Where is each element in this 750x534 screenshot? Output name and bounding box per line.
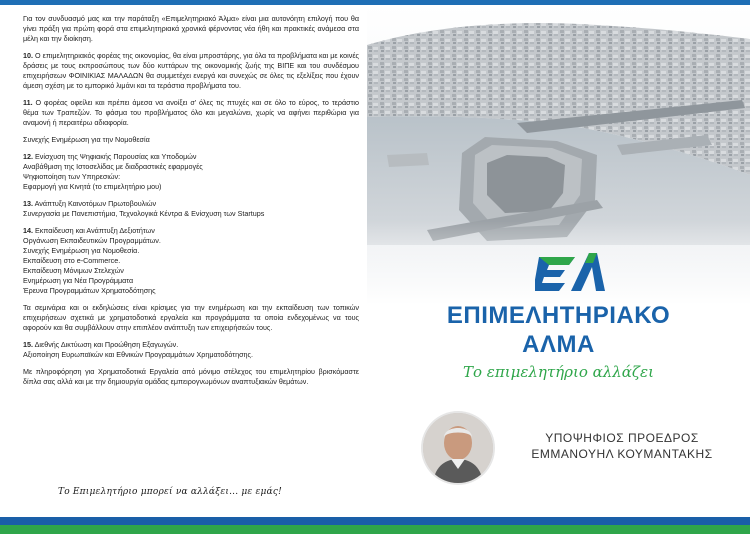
point-15-heading [23,340,359,350]
point-13 [23,199,359,219]
point-15 [23,340,359,360]
point-14-line: Εκπαίδευση και Ανάπτυξη Δεξιοτήτων [35,226,155,235]
cover-panel [367,5,750,517]
point-13-line: Συνεργασία με Πανεπιστήμια, Τεχνολογικά Κέντρα & Ενίσχυση των Startups [23,209,265,218]
point-14-line: Εκπαίδευση στο e-Commerce. [23,256,121,265]
point-13-line: Ανάπτυξη Καινοτόμων Πρωτοβουλιών [34,199,157,208]
point-14-line: Εκπαίδευση Μόνιμων Στελεχών [23,266,124,275]
point-14 [23,226,359,296]
point-12-line: Αναβάθμιση της Ιστοσελίδας με διαδραστικές εφαρμογές [23,162,203,171]
point-10-text: Ο επιμελητηριακός φορέας της οικονομίας, θα είναι μπροστάρης, για όλα τα προβλήματα και με κοινές δράσεις με τους εκπροσώπους των δύο κυττάρων της οικονομικής ζωής της ΒΙΠΕ και του συνδέσμου επιχειρήσεων ΦΟΙΝΙΚΙΑΣ ΜΑΛΑΔΩΝ θα συμμετέχει ενεργά και συνεχώς σε όλες τις εξελίξεις που έχουν άμεση σχέση με το εμπορικό λιμάνι και τα τεράστια προβλήματα του. [23,51,360,90]
brand-title-line2: ΑΛΜΑ [522,331,595,358]
point-14-line: Οργάνωση Εκπαιδευτικών Προγραμμάτων. [23,236,161,245]
candidate-portrait-icon [423,413,493,483]
text-panel [0,5,367,517]
footer-blue-stripe [0,517,750,525]
point-12-number: 12. [23,152,33,161]
brand-title-line1: ΕΠΙΜΕΛΗΤΗΡΙΑΚΟ [446,302,671,329]
point-11-text: Ο φορέας οφείλει και πρέπει άμεσα να ανοίξει σ' όλες τις πτυχές και σε όλο το εύρος, το τεράστιο θέμα των Τραπεζών. Το φάσμα του προβλήματος όλο και μεγαλώνει, χωρίς να αφήνει περιθώρια για αναμονή ή περαιτέρω αδιαφορία. [23,98,360,127]
point-14-number: 14. [23,226,33,235]
point-11 [23,98,359,128]
point-14-heading [23,226,359,236]
point-15-number: 15. [23,340,33,349]
program-text [23,14,359,394]
point-10-number: 10. [23,51,33,60]
point-12 [23,152,359,192]
point-13-heading [23,199,359,209]
point-15-line: Διεθνής Δικτύωση και Προώθηση Εξαγωγών. [34,340,179,349]
point-12-line: Ενίσχυση της Ψηφιακής Παρουσίας και Υποδομών [35,152,197,161]
law-update: Συνεχής Ενημέρωση για την Νομοθεσία [23,135,150,144]
candidate-role: ΥΠΟΨΗΦΙΟΣ ΠΡΟΕΔΡΟΣ [545,431,699,445]
footer-green-stripe [0,525,750,534]
seminars-paragraph: Τα σεμινάρια και οι εκδηλώσεις είναι κρίσιμες για την ενημέρωση και την εκπαίδευση των τοπικών επιχειρήσεων σχετικά με χρηματοδοτικά εργαλεία και προγράμματα τα οποία ενδεχομένως να τους αφορούν και θα συμβάλλουν στην επιπλέον ανάπτυξη των επιχειρήσεών τους. [23,303,359,332]
point-14-line: Έρευνα Προγραμμάτων Χρηματοδότησης [23,286,156,295]
slogan: Το Επιμελητήριο μπορεί να αλλάξει... με εμάς! [58,487,282,497]
candidate-photo [423,413,493,483]
point-14-line: Συνεχής Ενημέρωση για Νομοθεσία. [23,246,140,255]
point-13-number: 13. [23,199,33,208]
ea-logo-mark [535,249,607,297]
point-12-heading [23,152,359,162]
point-12-line: Εφαρμογή για Κινητά (το επιμελητήριο μου) [23,182,162,191]
point-12-line: Ψηφιοποίηση των Υπηρεσιών: [23,172,121,181]
candidate-name: ΕΜΜΑΝΟΥΗΛ ΚΟΥΜΑΝΤΑΚΗΣ [531,447,713,461]
point-10 [23,51,359,91]
intro-paragraph: Για τον συνδυασμό μας και την παράταξη «Επιμελητηριακό Άλμα» είναι μια αυτονόητη επιλογή που θα γίνει πράξη για πρώτη φορά στα επιμελητηριακά χρονικά φέρνοντας νέα ήθη και πρακτικές ανάμεσα στα μέλη και την διοίκηση. [23,14,359,43]
point-11-number: 11. [23,98,33,107]
closing-paragraph: Με πληροφόρηση για Χρηματοδοτικά Εργαλεία από μόνιμο στέλεχος του επιμελητηρίου βρισκόμαστε δίπλα σας αλλά και με την δημιουργία ομάδας εμπειρογνωμόνων αναπτυξιακών θεμάτων. [23,367,359,386]
point-15-line: Αξιοποίηση Ευρωπαϊκών και Εθνικών Προγραμμάτων Χρηματοδότησης. [23,350,253,359]
brand-tagline: Το επιμελητήριο αλλάζει [462,363,654,381]
point-14-line: Ενημέρωση για Νέα Προγράμματα [23,276,134,285]
